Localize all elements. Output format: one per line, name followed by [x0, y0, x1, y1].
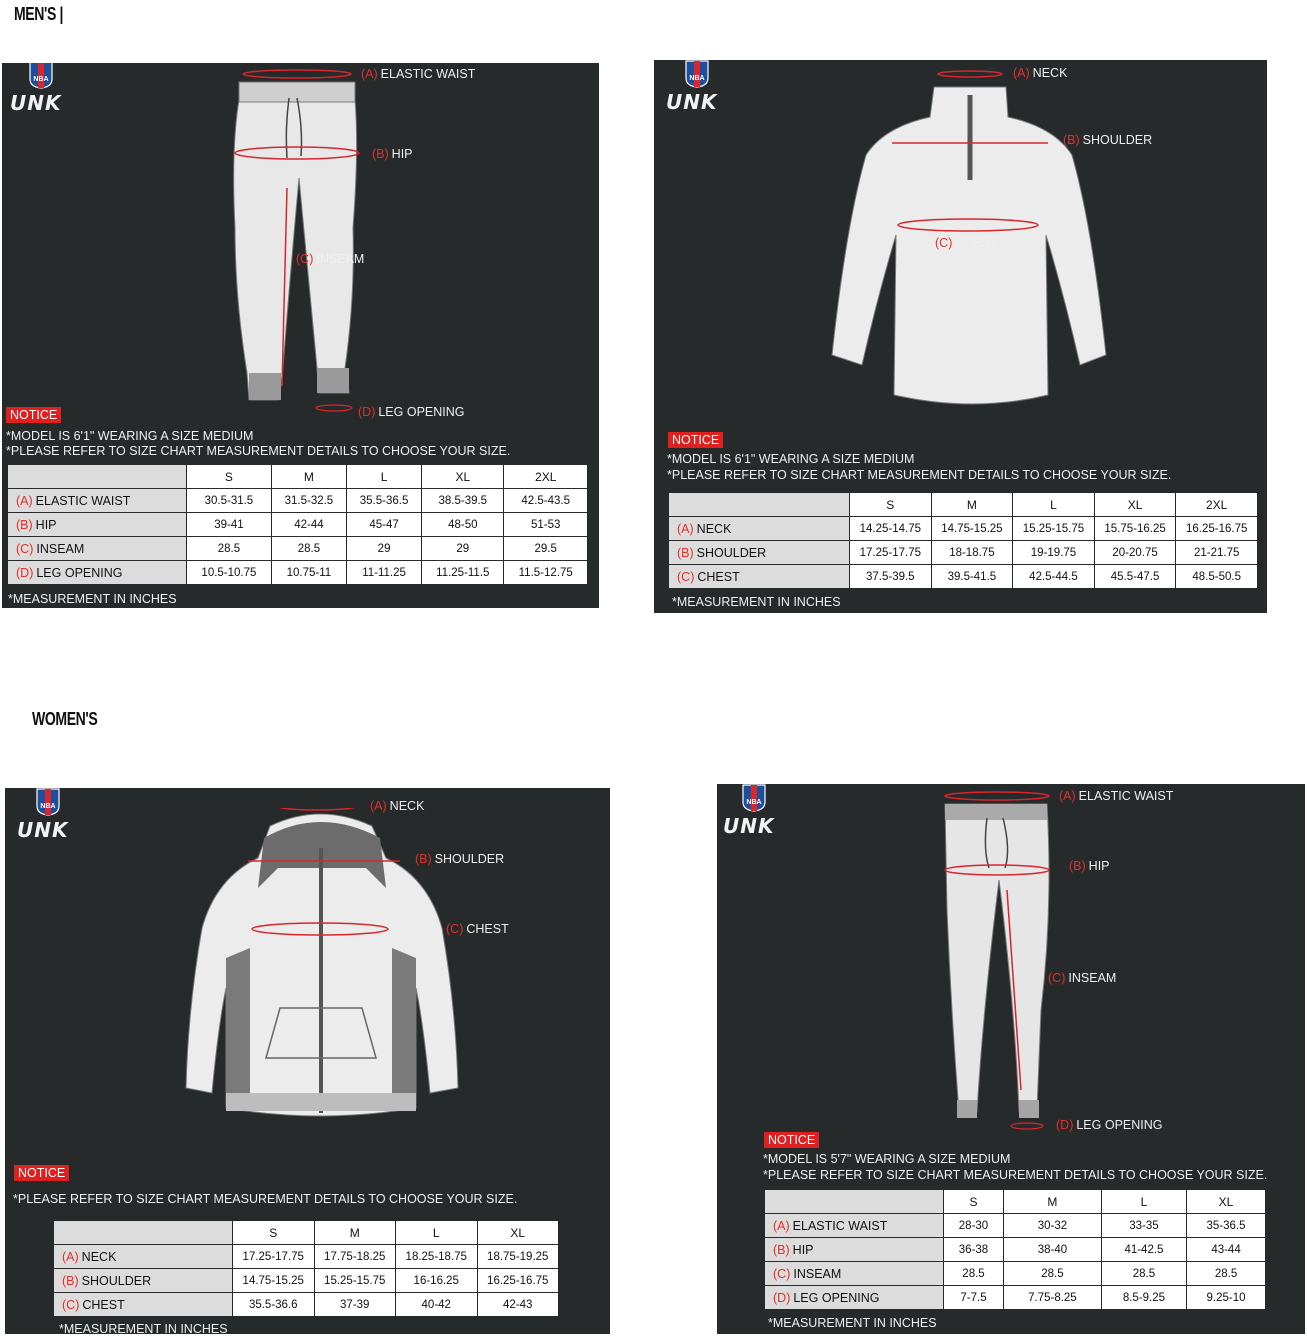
- svg-text:NBA: NBA: [40, 803, 56, 810]
- mens-pants-size-chart: [2, 63, 599, 608]
- size-table: [764, 1189, 1266, 1310]
- table-cell: 31.5-32.5: [271, 489, 346, 513]
- svg-text:NBA: NBA: [746, 799, 762, 806]
- model-note: *MODEL IS 6'1" WEARING A SIZE MEDIUM: [667, 452, 915, 466]
- header-size: XL: [422, 465, 504, 489]
- row-label: (C) INSEAM: [8, 537, 187, 561]
- header-size: XL: [1094, 493, 1176, 517]
- callout-inseam: (C) INSEAM: [296, 252, 365, 266]
- header-size: S: [944, 1190, 1004, 1214]
- callout-neck: (A) NECK: [370, 799, 425, 813]
- table-row: [54, 1269, 559, 1293]
- table-cell: 11-11.25: [347, 561, 422, 585]
- table-cell: 7.75-8.25: [1004, 1286, 1102, 1310]
- svg-text:NBA: NBA: [689, 75, 705, 82]
- table-cell: 45.5-47.5: [1094, 565, 1176, 589]
- brand-wordmark: UNK: [723, 814, 775, 838]
- refer-note: *PLEASE REFER TO SIZE CHART MEASUREMENT DETAILS TO CHOOSE YOUR SIZE.: [13, 1192, 518, 1206]
- header-size: M: [1004, 1190, 1102, 1214]
- notice-tag: NOTICE: [764, 1132, 819, 1148]
- header-size: L: [347, 465, 422, 489]
- table-cell: 11.25-11.5: [422, 561, 504, 585]
- header-size: 2XL: [504, 465, 588, 489]
- table-cell: 14.75-15.25: [233, 1269, 315, 1293]
- callout-elastic-waist: (A) ELASTIC WAIST: [1059, 789, 1174, 803]
- table-header-row: [669, 493, 1258, 517]
- measurement-footnote: *MEASUREMENT IN INCHES: [59, 1322, 228, 1334]
- table-row: [54, 1245, 559, 1269]
- table-cell: 28.5: [187, 537, 272, 561]
- table-cell: 30-32: [1004, 1214, 1102, 1238]
- table-row: [8, 489, 588, 513]
- header-size: L: [1013, 493, 1095, 517]
- header-size: XL: [477, 1221, 559, 1245]
- callout-chest: (C) CHEST: [935, 236, 998, 250]
- row-label: (B) SHOULDER: [54, 1269, 233, 1293]
- size-table: [53, 1220, 559, 1317]
- row-label: (C) CHEST: [54, 1293, 233, 1317]
- womens-section-title: WOMEN'S: [32, 709, 98, 729]
- table-cell: 40-42: [396, 1293, 478, 1317]
- table-row: [765, 1262, 1266, 1286]
- row-label: (D) LEG OPENING: [8, 561, 187, 585]
- table-cell: 36-38: [944, 1238, 1004, 1262]
- table-row: [8, 561, 588, 585]
- refer-note: *PLEASE REFER TO SIZE CHART MEASUREMENT DETAILS TO CHOOSE YOUR SIZE.: [667, 468, 1172, 482]
- table-cell: 28-30: [944, 1214, 1004, 1238]
- mens-top-size-chart: [654, 60, 1267, 613]
- table-cell: 48-50: [422, 513, 504, 537]
- refer-note: *PLEASE REFER TO SIZE CHART MEASUREMENT DETAILS TO CHOOSE YOUR SIZE.: [6, 444, 511, 458]
- header-size: M: [314, 1221, 396, 1245]
- measurement-footnote: *MEASUREMENT IN INCHES: [768, 1316, 937, 1330]
- header-size: L: [396, 1221, 478, 1245]
- table-cell: 42.5-44.5: [1013, 565, 1095, 589]
- table-cell: 18.25-18.75: [396, 1245, 478, 1269]
- callout-shoulder: (B) SHOULDER: [1063, 133, 1153, 147]
- table-cell: 10.5-10.75: [187, 561, 272, 585]
- svg-text:NBA: NBA: [33, 76, 49, 83]
- header-size: S: [233, 1221, 315, 1245]
- table-cell: 35-36.5: [1187, 1214, 1266, 1238]
- table-cell: 17.25-17.75: [850, 541, 932, 565]
- refer-note: *PLEASE REFER TO SIZE CHART MEASUREMENT DETAILS TO CHOOSE YOUR SIZE.: [763, 1168, 1268, 1182]
- table-cell: 35.5-36.6: [233, 1293, 315, 1317]
- table-cell: 15.25-15.75: [1013, 517, 1095, 541]
- callout-hip: (B) HIP: [1069, 859, 1110, 873]
- table-cell: 11.5-12.75: [504, 561, 588, 585]
- row-label: (B) HIP: [8, 513, 187, 537]
- table-cell: 29.5: [504, 537, 588, 561]
- womens-pants-size-chart: [717, 784, 1305, 1334]
- table-row: [8, 537, 588, 561]
- callout-hip: (B) HIP: [372, 147, 413, 161]
- jogger-illustration: [937, 790, 1077, 1135]
- table-row: [669, 517, 1258, 541]
- table-cell: 17.25-17.75: [233, 1245, 315, 1269]
- table-cell: 10.75-11: [271, 561, 346, 585]
- table-cell: 37.5-39.5: [850, 565, 932, 589]
- table-cell: 43-44: [1187, 1238, 1266, 1262]
- measurement-footnote: *MEASUREMENT IN INCHES: [8, 592, 177, 606]
- table-header-row: [8, 465, 588, 489]
- table-cell: 38-40: [1004, 1238, 1102, 1262]
- row-label: (B) HIP: [765, 1238, 944, 1262]
- callout-neck: (A) NECK: [1013, 66, 1068, 80]
- table-cell: 18.75-19.25: [477, 1245, 559, 1269]
- callout-elastic-waist: (A) ELASTIC WAIST: [361, 67, 476, 81]
- table-row: [669, 541, 1258, 565]
- table-cell: 28.5: [1004, 1262, 1102, 1286]
- header-size: S: [187, 465, 272, 489]
- measurement-footnote: *MEASUREMENT IN INCHES: [672, 595, 841, 609]
- nba-badge-icon: [684, 60, 710, 88]
- header-size: 2XL: [1176, 493, 1258, 517]
- table-cell: 42-44: [271, 513, 346, 537]
- row-label: (A) ELASTIC WAIST: [8, 489, 187, 513]
- table-cell: 51-53: [504, 513, 588, 537]
- callout-shoulder: (B) SHOULDER: [415, 852, 505, 866]
- table-cell: 18-18.75: [931, 541, 1013, 565]
- table-cell: 29: [422, 537, 504, 561]
- table-row: [765, 1238, 1266, 1262]
- table-row: [54, 1293, 559, 1317]
- table-cell: 16-16.25: [396, 1269, 478, 1293]
- table-cell: 42-43: [477, 1293, 559, 1317]
- brand-wordmark: UNK: [666, 90, 718, 114]
- callout-leg-opening: (D) LEG OPENING: [358, 405, 465, 419]
- header-size: M: [271, 465, 346, 489]
- table-cell: 42.5-43.5: [504, 489, 588, 513]
- table-row: [669, 565, 1258, 589]
- notice-tag: NOTICE: [14, 1165, 69, 1181]
- table-row: [765, 1214, 1266, 1238]
- table-cell: 20-20.75: [1094, 541, 1176, 565]
- table-cell: 48.5-50.5: [1176, 565, 1258, 589]
- table-cell: 39.5-41.5: [931, 565, 1013, 589]
- header-size: M: [931, 493, 1013, 517]
- table-cell: 30.5-31.5: [187, 489, 272, 513]
- table-cell: 15.25-15.75: [314, 1269, 396, 1293]
- table-cell: 28.5: [271, 537, 346, 561]
- callout-chest: (C) CHEST: [446, 922, 509, 936]
- table-cell: 14.75-15.25: [931, 517, 1013, 541]
- table-cell: 8.5-9.25: [1101, 1286, 1186, 1310]
- table-header-row: [54, 1221, 559, 1245]
- table-row: [765, 1286, 1266, 1310]
- table-row: [8, 513, 588, 537]
- table-cell: 45-47: [347, 513, 422, 537]
- nba-badge-icon: [28, 63, 54, 89]
- table-cell: 17.75-18.25: [314, 1245, 396, 1269]
- table-cell: 15.75-16.25: [1094, 517, 1176, 541]
- size-table: [7, 464, 588, 585]
- table-cell: 39-41: [187, 513, 272, 537]
- mens-section-title: MEN'S |: [14, 4, 64, 24]
- table-cell: 28.5: [944, 1262, 1004, 1286]
- notice-tag: NOTICE: [668, 432, 723, 448]
- brand-wordmark: UNK: [10, 91, 62, 115]
- table-cell: 38.5-39.5: [422, 489, 504, 513]
- table-cell: 41-42.5: [1101, 1238, 1186, 1262]
- table-cell: 35.5-36.5: [347, 489, 422, 513]
- callout-inseam: (C) INSEAM: [1048, 971, 1117, 985]
- table-cell: 7-7.5: [944, 1286, 1004, 1310]
- header-size: L: [1101, 1190, 1186, 1214]
- header-size: XL: [1187, 1190, 1266, 1214]
- table-cell: 19-19.75: [1013, 541, 1095, 565]
- brand-wordmark: UNK: [17, 818, 69, 842]
- row-label: (C) CHEST: [669, 565, 850, 589]
- table-cell: 14.25-14.75: [850, 517, 932, 541]
- nba-badge-icon: [741, 784, 767, 812]
- nba-badge-icon: [35, 788, 61, 816]
- row-label: (D) LEG OPENING: [765, 1286, 944, 1310]
- row-label: (B) SHOULDER: [669, 541, 850, 565]
- notice-tag: NOTICE: [6, 407, 61, 423]
- table-cell: 28.5: [1187, 1262, 1266, 1286]
- table-cell: 16.25-16.75: [1176, 517, 1258, 541]
- table-cell: 9.25-10: [1187, 1286, 1266, 1310]
- size-table: [668, 492, 1258, 589]
- table-cell: 28.5: [1101, 1262, 1186, 1286]
- table-cell: 29: [347, 537, 422, 561]
- table-header-row: [765, 1190, 1266, 1214]
- womens-hoodie-size-chart: [5, 788, 610, 1334]
- callout-leg-opening: (D) LEG OPENING: [1056, 1118, 1163, 1132]
- row-label: (A) NECK: [669, 517, 850, 541]
- model-note: *MODEL IS 6'1" WEARING A SIZE MEDIUM: [6, 429, 254, 443]
- row-label: (C) INSEAM: [765, 1262, 944, 1286]
- table-cell: 37-39: [314, 1293, 396, 1317]
- table-cell: 33-35: [1101, 1214, 1186, 1238]
- header-size: S: [850, 493, 932, 517]
- pants-illustration: [227, 68, 377, 413]
- row-label: (A) NECK: [54, 1245, 233, 1269]
- model-note: *MODEL IS 5'7" WEARING A SIZE MEDIUM: [763, 1152, 1011, 1166]
- table-cell: 16.25-16.75: [477, 1269, 559, 1293]
- table-cell: 21-21.75: [1176, 541, 1258, 565]
- row-label: (A) ELASTIC WAIST: [765, 1214, 944, 1238]
